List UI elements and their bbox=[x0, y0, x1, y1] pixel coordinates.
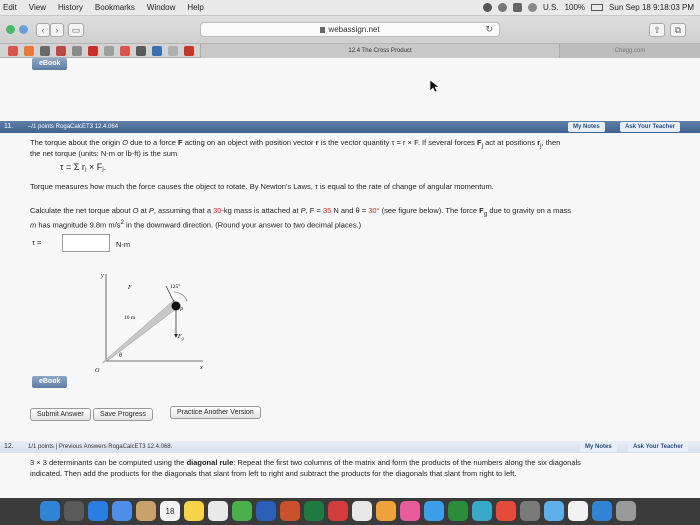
camera-icon[interactable] bbox=[483, 3, 492, 12]
extension-icon-2[interactable] bbox=[19, 25, 28, 34]
menu-bookmarks[interactable]: Bookmarks bbox=[94, 3, 135, 12]
battery-percent: 100% bbox=[564, 3, 586, 12]
origin-label: O bbox=[95, 368, 100, 374]
status-area bbox=[483, 3, 700, 12]
messages-icon[interactable] bbox=[232, 501, 252, 521]
spotify-icon[interactable] bbox=[448, 501, 468, 521]
ask-teacher-button[interactable]: Ask Your Teacher bbox=[628, 442, 688, 452]
torque-figure bbox=[88, 266, 218, 381]
question-12-header bbox=[0, 441, 700, 453]
bookmark-icon[interactable] bbox=[104, 46, 114, 56]
calendar-icon[interactable]: 18 bbox=[160, 501, 180, 521]
bookmark-icon[interactable] bbox=[136, 46, 146, 56]
battery-icon[interactable] bbox=[591, 4, 603, 11]
menu-view[interactable]: View bbox=[28, 3, 46, 12]
excel-icon[interactable] bbox=[304, 501, 324, 521]
browser-toolbar bbox=[0, 16, 700, 44]
bookmark-icon[interactable] bbox=[72, 46, 82, 56]
question-number: 12. bbox=[4, 443, 14, 450]
itunes-icon[interactable] bbox=[400, 501, 420, 521]
bookmark-icon[interactable] bbox=[40, 46, 50, 56]
reminders-icon[interactable] bbox=[208, 501, 228, 521]
q12-paragraph-2: indicated. Then add the products for the diagonals that slant from left to right and subtract the products for the diagonals that slant from right to left. bbox=[30, 469, 517, 478]
app-icon[interactable] bbox=[328, 501, 348, 521]
length-label: 10 m bbox=[124, 315, 136, 321]
rod bbox=[102, 300, 180, 363]
y-axis-label: y bbox=[101, 273, 104, 279]
app-icon-3[interactable] bbox=[544, 501, 564, 521]
q11-paragraph-1: The torque about the origin O due to a force F acting on an object with position vector r is the vector quantity τ = r × F. If several forces $F_j$ act at positions $r_j$, then bbox=[30, 138, 561, 150]
menu-window[interactable]: Window bbox=[146, 3, 176, 12]
tau-label: τ = bbox=[32, 238, 42, 247]
bookmark-icon[interactable] bbox=[120, 46, 130, 56]
bookmark-icon[interactable] bbox=[152, 46, 162, 56]
theta-label: θ bbox=[119, 353, 122, 359]
ibooks-icon[interactable] bbox=[376, 501, 396, 521]
bookmark-icon[interactable] bbox=[168, 46, 178, 56]
q11-paragraph-4: Calculate the net torque about O at P, assuming that a 30-kg mass is attached at P, F = 35 N and θ = 30° (see figure below). The force $F_g$ due to gravity on a mass bbox=[30, 206, 572, 218]
safari-icon[interactable] bbox=[88, 501, 108, 521]
q12-paragraph-1: 3 × 3 determinants can be computed using the diagonal rule: Repeat the first two columns of the matrix and form the products of the numbers along the six diagonals bbox=[30, 458, 581, 467]
share-button[interactable]: ⇧ bbox=[649, 23, 665, 37]
downloads-icon[interactable] bbox=[592, 501, 612, 521]
photos-icon[interactable] bbox=[352, 501, 372, 521]
torque-answer-input[interactable] bbox=[62, 234, 110, 252]
point-p-label: P bbox=[180, 308, 184, 313]
preview-icon[interactable] bbox=[568, 501, 588, 521]
tab-chegg[interactable]: Chegg.com bbox=[560, 44, 700, 58]
ask-teacher-button[interactable]: Ask Your Teacher bbox=[620, 122, 680, 132]
mouse-cursor bbox=[430, 80, 439, 93]
menu-bar bbox=[0, 0, 700, 16]
powerpoint-icon[interactable] bbox=[280, 501, 300, 521]
webassign-page bbox=[0, 58, 700, 498]
contacts-icon[interactable] bbox=[136, 501, 156, 521]
finder-icon[interactable] bbox=[40, 501, 60, 521]
q11-paragraph-3: Torque measures how much the force causes the object to rotate. By Newton's Laws, τ is equal to the rate of change of angular momentum. bbox=[30, 182, 494, 191]
volume-icon[interactable] bbox=[528, 3, 537, 12]
bookmark-icon[interactable] bbox=[8, 46, 18, 56]
unit-label: N-m bbox=[116, 240, 131, 249]
sidebar-button[interactable]: ▭ bbox=[68, 23, 84, 37]
launchpad-icon[interactable] bbox=[64, 501, 84, 521]
practice-another-button[interactable]: Practice Another Version bbox=[170, 406, 261, 419]
question-11-header bbox=[0, 121, 700, 133]
address-bar[interactable] bbox=[200, 22, 500, 37]
menu-history[interactable]: History bbox=[58, 3, 83, 12]
angle-arc bbox=[174, 292, 187, 301]
notes-icon[interactable] bbox=[184, 501, 204, 521]
ebook-button[interactable]: eBook bbox=[32, 376, 67, 388]
tabs-overview-button[interactable]: ⧉ bbox=[670, 23, 686, 37]
question-number: 11. bbox=[4, 123, 14, 130]
bookmark-icon[interactable] bbox=[56, 46, 66, 56]
clock[interactable]: Sun Sep 18 9:18:03 PM bbox=[609, 3, 694, 12]
input-source[interactable]: U.S. bbox=[543, 3, 559, 12]
app-icon-2[interactable] bbox=[496, 501, 516, 521]
question-points: 1/1 points | Previous Answers RogaCalcET3 12.4.068. bbox=[28, 444, 173, 450]
q11-paragraph-5: m has magnitude 9.8m $m/s^2$ in the downward direction. (Round your answer to two decimal places.) bbox=[30, 219, 362, 230]
x-axis-label: x bbox=[200, 365, 203, 371]
my-notes-button[interactable]: My Notes bbox=[580, 442, 617, 452]
skype-icon[interactable] bbox=[472, 501, 492, 521]
app-store-icon[interactable] bbox=[424, 501, 444, 521]
angle-label: 125° bbox=[170, 284, 181, 290]
reload-icon[interactable]: ↻ bbox=[485, 24, 493, 34]
save-progress-button[interactable]: Save Progress bbox=[93, 408, 153, 421]
force-label: F bbox=[128, 285, 132, 291]
back-button[interactable]: ‹ bbox=[36, 23, 50, 37]
menu-help[interactable]: Help bbox=[187, 3, 204, 12]
bookmark-icon[interactable] bbox=[24, 46, 34, 56]
lock-icon bbox=[320, 27, 325, 33]
question-points: –/1 points RogaCalcET3 12.4.064 bbox=[28, 124, 119, 130]
address-text: webassign.net bbox=[328, 25, 380, 34]
word-icon[interactable] bbox=[256, 501, 276, 521]
q11-paragraph-2: the net torque (units: N-m or lb-ft) is the sum bbox=[30, 149, 178, 158]
gravity-label: $F_g$ bbox=[178, 334, 184, 341]
system-preferences-icon[interactable] bbox=[520, 501, 540, 521]
forward-button[interactable]: › bbox=[50, 23, 64, 37]
sync-icon[interactable] bbox=[498, 3, 507, 12]
extension-icon[interactable] bbox=[6, 25, 15, 34]
trash-icon[interactable] bbox=[616, 501, 636, 521]
dock bbox=[0, 498, 700, 525]
tab-active[interactable]: 12.4 The Cross Product bbox=[200, 44, 560, 58]
menu-edit[interactable]: Edit bbox=[3, 3, 17, 12]
submit-answer-button[interactable]: Submit Answer bbox=[30, 408, 91, 421]
ebook-button-top[interactable]: eBook bbox=[32, 58, 67, 70]
my-notes-button[interactable]: My Notes bbox=[568, 122, 605, 132]
wifi-icon[interactable] bbox=[513, 3, 522, 12]
bookmark-icon[interactable] bbox=[88, 46, 98, 56]
mail-icon[interactable] bbox=[112, 501, 132, 521]
torque-formula: τ = Σ rⱼ × Fⱼ. bbox=[60, 162, 107, 172]
bookmark-icon[interactable] bbox=[184, 46, 194, 56]
